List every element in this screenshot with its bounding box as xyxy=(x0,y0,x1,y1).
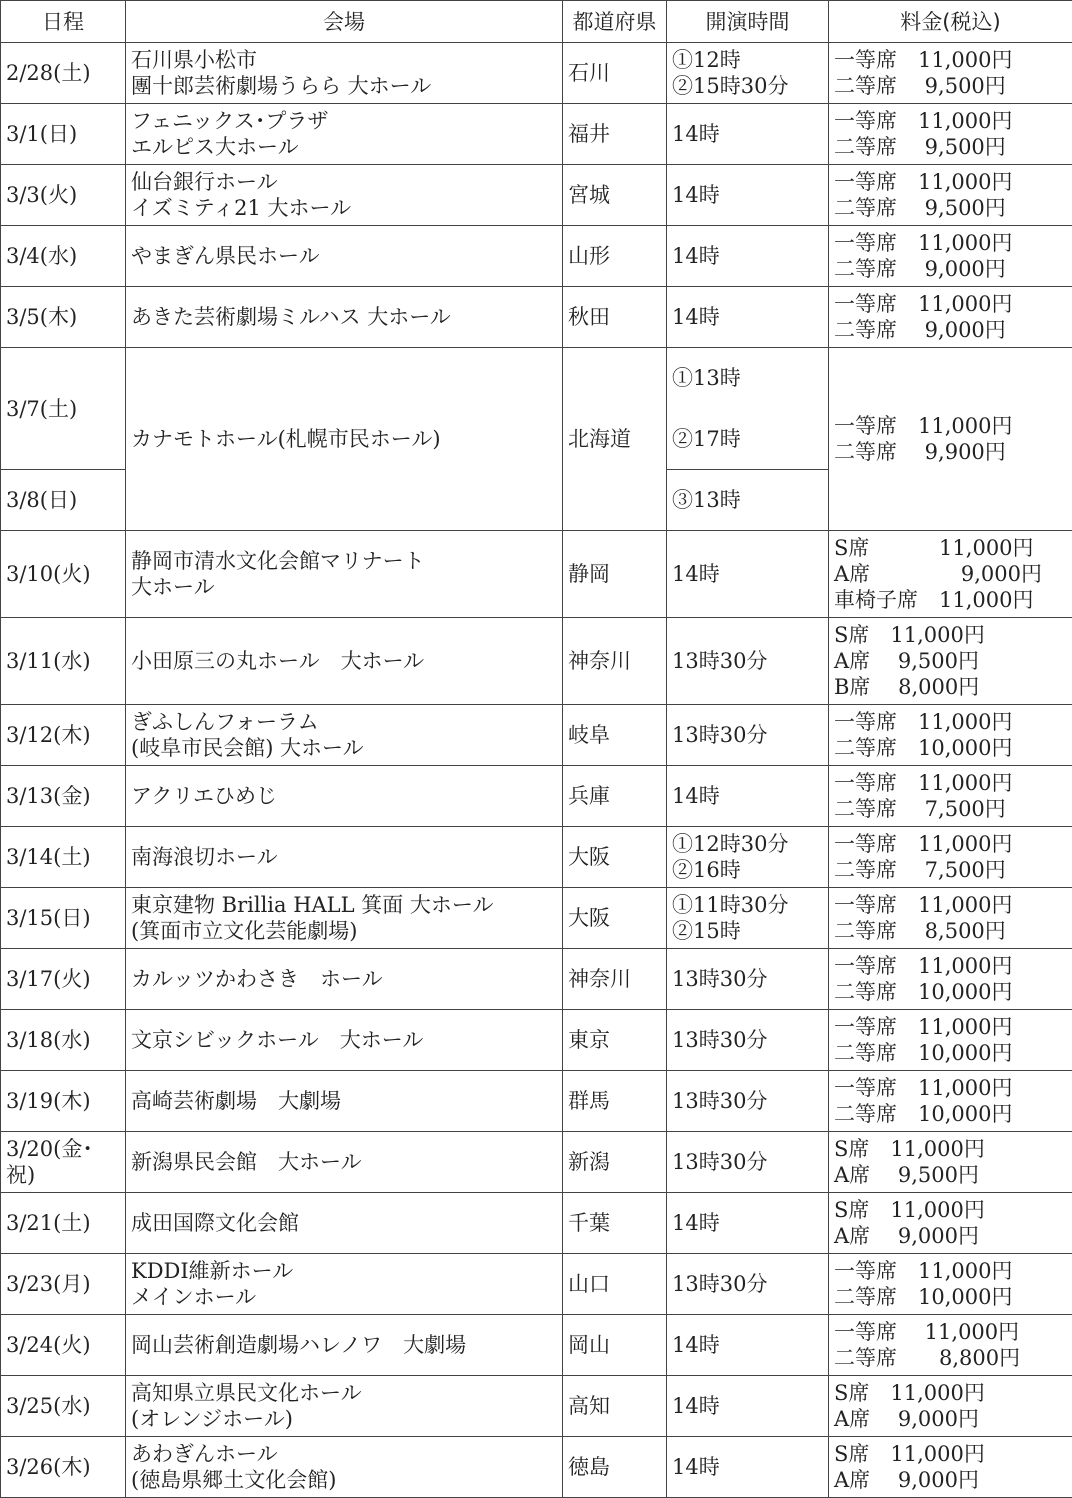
venue-cell xyxy=(126,1071,563,1132)
time-cell xyxy=(667,165,829,226)
price-line: 一等席 11,000円 xyxy=(834,893,1013,917)
time-cell xyxy=(667,531,829,618)
price-line: 二等席 9,500円 xyxy=(834,135,1006,159)
time-line: 13時30分 xyxy=(672,649,768,673)
date-cell xyxy=(1,287,126,348)
date-line: 3/10(火) xyxy=(6,562,91,586)
prefecture-text: 山形 xyxy=(568,244,610,268)
price-line: A席 9,000円 xyxy=(834,562,1042,586)
table-row xyxy=(1,766,1072,827)
prefecture-cell xyxy=(563,226,667,287)
time-line: 14時 xyxy=(672,1455,720,1479)
table-row xyxy=(1,1071,1072,1132)
time-cell xyxy=(667,766,829,827)
time-cell xyxy=(667,43,829,104)
prefecture-text: 宮城 xyxy=(568,183,610,207)
venue-line: (岐阜市民会館) 大ホール xyxy=(131,736,364,760)
venue-cell xyxy=(126,348,563,531)
price-cell xyxy=(829,888,1072,949)
price-line: 二等席 9,500円 xyxy=(834,196,1006,220)
date-cell xyxy=(1,766,126,827)
price-cell xyxy=(829,1254,1072,1315)
time-cell xyxy=(667,470,829,531)
price-line: B席 8,000円 xyxy=(834,675,980,699)
venue-line: メインホール xyxy=(131,1285,257,1309)
venue-cell xyxy=(126,104,563,165)
venue-line: カナモトホール(札幌市民ホール) xyxy=(131,427,441,451)
venue-line: 南海浪切ホール xyxy=(131,845,278,869)
venue-line: カルッツかわさき ホール xyxy=(131,967,383,991)
prefecture-text: 東京 xyxy=(568,1028,610,1052)
time-line: 13時30分 xyxy=(672,967,768,991)
header-start-time: 開演時間 xyxy=(667,1,829,43)
header-prefecture: 都道府県 xyxy=(563,1,667,43)
venue-cell xyxy=(126,226,563,287)
venue-cell xyxy=(126,1315,563,1376)
table-row xyxy=(1,1437,1072,1498)
price-line: 一等席 11,000円 xyxy=(834,1076,1013,1100)
table-row xyxy=(1,1254,1072,1315)
date-cell xyxy=(1,618,126,705)
date-line: 3/3(火) xyxy=(6,183,78,207)
date-line: 3/5(木) xyxy=(6,305,78,329)
price-line: 一等席 11,000円 xyxy=(834,954,1013,978)
time-line: 14時 xyxy=(672,305,720,329)
date-line: 3/12(木) xyxy=(6,723,91,747)
table-row xyxy=(1,531,1072,618)
venue-line: 新潟県民会館 大ホール xyxy=(131,1150,362,1174)
prefecture-text: 山口 xyxy=(568,1272,610,1296)
table-row xyxy=(1,888,1072,949)
time-cell xyxy=(667,949,829,1010)
price-line: 一等席 11,000円 xyxy=(834,710,1013,734)
prefecture-cell xyxy=(563,1254,667,1315)
time-cell xyxy=(667,1315,829,1376)
date-cell xyxy=(1,949,126,1010)
date-cell xyxy=(1,1193,126,1254)
venue-line: 小田原三の丸ホール 大ホール xyxy=(131,649,425,673)
time-line: ①12時 xyxy=(672,48,741,72)
prefecture-text: 福井 xyxy=(568,122,610,146)
header-date: 日程 xyxy=(1,1,126,43)
venue-cell xyxy=(126,1132,563,1193)
price-cell xyxy=(829,104,1072,165)
table-row xyxy=(1,1315,1072,1376)
prefecture-cell xyxy=(563,348,667,531)
time-line: 14時 xyxy=(672,1211,720,1235)
price-line: A席 9,000円 xyxy=(834,1224,979,1248)
date-line: 3/20(金･ xyxy=(6,1137,93,1161)
venue-line: フェニックス･プラザ xyxy=(131,109,329,133)
venue-line: 東京建物 Brillia HALL 箕面 大ホール xyxy=(131,893,494,917)
date-line: 3/13(金) xyxy=(6,784,91,808)
venue-line: (箕面市立文化芸能劇場) xyxy=(131,919,358,943)
venue-cell xyxy=(126,827,563,888)
prefecture-text: 兵庫 xyxy=(568,784,610,808)
price-line: 二等席 9,000円 xyxy=(834,257,1006,281)
price-line: 二等席 10,000円 xyxy=(834,1041,1013,1065)
prefecture-cell xyxy=(563,827,667,888)
price-line: 二等席 10,000円 xyxy=(834,1102,1013,1126)
venue-cell xyxy=(126,287,563,348)
time-cell xyxy=(667,104,829,165)
table-row xyxy=(1,1193,1072,1254)
table-row xyxy=(1,1010,1072,1071)
prefecture-cell xyxy=(563,1315,667,1376)
price-cell xyxy=(829,1071,1072,1132)
table-row xyxy=(1,226,1072,287)
price-cell xyxy=(829,1132,1072,1193)
price-line: 二等席 7,500円 xyxy=(834,858,1006,882)
prefecture-text: 千葉 xyxy=(568,1211,610,1235)
time-line: 14時 xyxy=(672,784,720,808)
price-line: A席 9,500円 xyxy=(834,1163,979,1187)
time-cell xyxy=(667,1376,829,1437)
date-cell xyxy=(1,531,126,618)
date-cell xyxy=(1,43,126,104)
price-line: 一等席 11,000円 xyxy=(834,832,1013,856)
table-row xyxy=(1,827,1072,888)
price-cell xyxy=(829,1315,1072,1376)
price-cell xyxy=(829,766,1072,827)
time-cell xyxy=(667,1010,829,1071)
price-line: 一等席 11,000円 xyxy=(834,771,1013,795)
prefecture-cell xyxy=(563,531,667,618)
venue-line: 静岡市清水文化会館マリナート xyxy=(131,549,425,573)
table-row xyxy=(1,705,1072,766)
prefecture-text: 北海道 xyxy=(568,427,631,451)
prefecture-text: 神奈川 xyxy=(568,649,631,673)
date-cell xyxy=(1,705,126,766)
prefecture-cell xyxy=(563,766,667,827)
table-row xyxy=(1,949,1072,1010)
time-line: 13時30分 xyxy=(672,1028,768,1052)
time-line: ②15時 xyxy=(672,919,741,943)
table-row xyxy=(1,104,1072,165)
date-line: 3/4(水) xyxy=(6,244,78,268)
time-line: ①12時30分 xyxy=(672,832,789,856)
time-cell xyxy=(667,1437,829,1498)
price-line: 二等席 10,000円 xyxy=(834,1285,1013,1309)
table-row xyxy=(1,618,1072,705)
date-cell xyxy=(1,1132,126,1193)
venue-line: 成田国際文化会館 xyxy=(131,1211,299,1235)
time-line: ①11時30分 xyxy=(672,893,789,917)
date-cell xyxy=(1,1254,126,1315)
venue-line: 團十郎芸術劇場うらら 大ホール xyxy=(131,74,432,98)
price-cell xyxy=(829,287,1072,348)
prefecture-text: 大阪 xyxy=(568,845,610,869)
venue-cell xyxy=(126,1193,563,1254)
date-line: 3/26(木) xyxy=(6,1455,91,1479)
prefecture-cell xyxy=(563,43,667,104)
price-cell xyxy=(829,827,1072,888)
header-price: 料金(税込) xyxy=(829,1,1072,43)
time-line: 14時 xyxy=(672,122,720,146)
venue-cell xyxy=(126,705,563,766)
prefecture-text: 静岡 xyxy=(568,562,610,586)
time-line: 14時 xyxy=(672,183,720,207)
price-line: 一等席 11,000円 xyxy=(834,1015,1013,1039)
price-line: 二等席 8,800円 xyxy=(834,1346,1021,1370)
price-cell xyxy=(829,1193,1072,1254)
table-row xyxy=(1,287,1072,348)
price-line: 二等席 9,000円 xyxy=(834,318,1006,342)
price-line: A席 9,000円 xyxy=(834,1468,979,1492)
date-cell xyxy=(1,827,126,888)
venue-line: 高崎芸術劇場 大劇場 xyxy=(131,1089,341,1113)
date-cell xyxy=(1,165,126,226)
venue-line: 高知県立県民文化ホール xyxy=(131,1381,362,1405)
time-line: 13時30分 xyxy=(672,723,768,747)
price-cell xyxy=(829,165,1072,226)
time-cell xyxy=(667,827,829,888)
prefecture-cell xyxy=(563,1071,667,1132)
header-row xyxy=(1,1,1072,43)
venue-line: 大ホール xyxy=(131,575,215,599)
prefecture-cell xyxy=(563,949,667,1010)
date-line: 3/24(火) xyxy=(6,1333,91,1357)
price-line: 二等席 7,500円 xyxy=(834,797,1006,821)
venue-cell xyxy=(126,1010,563,1071)
date-line: 3/1(日) xyxy=(6,122,78,146)
table-row xyxy=(1,348,1072,470)
date-line: 3/23(月) xyxy=(6,1272,91,1296)
prefecture-cell xyxy=(563,104,667,165)
price-line: 二等席 10,000円 xyxy=(834,736,1013,760)
price-line: 一等席 11,000円 xyxy=(834,1259,1013,1283)
prefecture-text: 群馬 xyxy=(568,1089,610,1113)
venue-cell xyxy=(126,888,563,949)
prefecture-text: 大阪 xyxy=(568,906,610,930)
price-line: 二等席 9,500円 xyxy=(834,74,1006,98)
price-line: A席 9,000円 xyxy=(834,1407,979,1431)
time-cell xyxy=(667,1071,829,1132)
date-line: 3/14(土) xyxy=(6,845,91,869)
time-cell xyxy=(667,348,829,470)
time-line: ②15時30分 xyxy=(672,74,789,98)
price-line: 一等席 11,000円 xyxy=(834,48,1013,72)
date-line: 3/19(木) xyxy=(6,1089,91,1113)
venue-line: 仙台銀行ホール xyxy=(131,170,278,194)
prefecture-cell xyxy=(563,1010,667,1071)
price-cell xyxy=(829,949,1072,1010)
header-venue: 会場 xyxy=(126,1,563,43)
price-line: 二等席 10,000円 xyxy=(834,980,1013,1004)
price-cell xyxy=(829,1437,1072,1498)
venue-line: あわぎんホール xyxy=(131,1442,278,1466)
date-cell xyxy=(1,1071,126,1132)
date-line: 3/11(水) xyxy=(6,649,91,673)
date-cell xyxy=(1,1437,126,1498)
venue-line: 文京シビックホール 大ホール xyxy=(131,1028,424,1052)
price-line: 二等席 9,900円 xyxy=(834,440,1006,464)
prefecture-text: 秋田 xyxy=(568,305,610,329)
venue-cell xyxy=(126,1376,563,1437)
time-line: 14時 xyxy=(672,1333,720,1357)
prefecture-cell xyxy=(563,705,667,766)
table-row xyxy=(1,43,1072,104)
venue-line: エルピス大ホール xyxy=(131,135,299,159)
table-row xyxy=(1,1376,1072,1437)
venue-line: 岡山芸術創造劇場ハレノワ 大劇場 xyxy=(131,1333,467,1357)
schedule-body-top xyxy=(1,43,1072,348)
price-line: S席 11,000円 xyxy=(834,536,1034,560)
prefecture-text: 岡山 xyxy=(568,1333,610,1357)
date-cell xyxy=(1,1010,126,1071)
venue-cell xyxy=(126,949,563,1010)
price-line: S席 11,000円 xyxy=(834,1381,985,1405)
price-line: S席 11,000円 xyxy=(834,1442,985,1466)
time-line: ①13時 xyxy=(672,366,741,390)
prefecture-cell xyxy=(563,165,667,226)
venue-line: あきた芸術劇場ミルハス 大ホール xyxy=(131,305,451,329)
price-cell xyxy=(829,1010,1072,1071)
date-line: 3/25(水) xyxy=(6,1394,91,1418)
time-line: 13時30分 xyxy=(672,1150,768,1174)
time-cell xyxy=(667,1132,829,1193)
price-cell xyxy=(829,618,1072,705)
prefecture-cell xyxy=(563,1193,667,1254)
time-cell xyxy=(667,1254,829,1315)
date-line: 3/7(土) xyxy=(6,396,78,421)
date-line: 3/15(日) xyxy=(6,906,91,930)
venue-cell xyxy=(126,43,563,104)
price-line: S席 11,000円 xyxy=(834,1137,985,1161)
date-cell xyxy=(1,470,126,531)
time-cell xyxy=(667,287,829,348)
time-line: 14時 xyxy=(672,1394,720,1418)
venue-cell xyxy=(126,531,563,618)
date-cell xyxy=(1,104,126,165)
time-cell xyxy=(667,1193,829,1254)
venue-line: ぎふしんフォーラム xyxy=(131,710,319,734)
schedule-body-bottom xyxy=(1,531,1072,1498)
date-line: 3/18(水) xyxy=(6,1028,91,1052)
price-line: S席 11,000円 xyxy=(834,1198,985,1222)
price-line: 一等席 11,000円 xyxy=(834,414,1013,438)
price-line: 一等席 11,000円 xyxy=(834,1320,1020,1344)
time-line: ③13時 xyxy=(672,488,741,512)
table-row xyxy=(1,1132,1072,1193)
price-line: A席 9,500円 xyxy=(834,649,979,673)
time-line: 13時30分 xyxy=(672,1272,768,1296)
venue-cell xyxy=(126,1254,563,1315)
price-line: 一等席 11,000円 xyxy=(834,170,1013,194)
sapporo-block xyxy=(1,348,1072,531)
venue-line: KDDI維新ホール xyxy=(131,1259,294,1283)
venue-cell xyxy=(126,766,563,827)
venue-line: (オレンジホール) xyxy=(131,1407,293,1431)
prefecture-cell xyxy=(563,1132,667,1193)
prefecture-text: 神奈川 xyxy=(568,967,631,991)
price-line: 二等席 8,500円 xyxy=(834,919,1006,943)
prefecture-cell xyxy=(563,1376,667,1437)
prefecture-text: 岐阜 xyxy=(568,723,610,747)
time-line: 14時 xyxy=(672,244,720,268)
prefecture-text: 高知 xyxy=(568,1394,610,1418)
date-cell xyxy=(1,348,126,470)
price-cell xyxy=(829,226,1072,287)
venue-line: やまぎん県民ホール xyxy=(131,244,320,268)
price-line: 一等席 11,000円 xyxy=(834,292,1013,316)
price-line: 一等席 11,000円 xyxy=(834,231,1013,255)
prefecture-text: 石川 xyxy=(568,61,610,85)
venue-line: アクリエひめじ xyxy=(131,784,277,808)
time-line: 13時30分 xyxy=(672,1089,768,1113)
venue-line: (徳島県郷土文化会館) xyxy=(131,1468,337,1492)
prefecture-text: 新潟 xyxy=(568,1150,610,1174)
date-line: 3/8(日) xyxy=(6,488,78,512)
prefecture-cell xyxy=(563,287,667,348)
date-cell xyxy=(1,226,126,287)
prefecture-cell xyxy=(563,1437,667,1498)
price-cell xyxy=(829,348,1072,531)
date-line: 3/21(土) xyxy=(6,1211,91,1235)
date-cell xyxy=(1,1376,126,1437)
venue-cell xyxy=(126,618,563,705)
time-line: 14時 xyxy=(672,562,720,586)
time-cell xyxy=(667,618,829,705)
venue-cell xyxy=(126,165,563,226)
price-line: S席 11,000円 xyxy=(834,623,985,647)
price-cell xyxy=(829,705,1072,766)
date-line: 3/17(火) xyxy=(6,967,91,991)
time-cell xyxy=(667,705,829,766)
prefecture-text: 徳島 xyxy=(568,1455,610,1479)
venue-line: 石川県小松市 xyxy=(131,48,257,72)
price-line: 車椅子席 11,000円 xyxy=(834,588,1034,612)
prefecture-cell xyxy=(563,618,667,705)
time-cell xyxy=(667,226,829,287)
price-cell xyxy=(829,43,1072,104)
time-line: ②16時 xyxy=(672,858,741,882)
table-row xyxy=(1,165,1072,226)
price-cell xyxy=(829,1376,1072,1437)
venue-line: イズミティ21 大ホール xyxy=(131,196,352,220)
venue-cell xyxy=(126,1437,563,1498)
date-cell xyxy=(1,1315,126,1376)
prefecture-cell xyxy=(563,888,667,949)
date-line: 祝) xyxy=(6,1163,36,1187)
date-line: 2/28(土) xyxy=(6,61,91,85)
time-cell xyxy=(667,888,829,949)
date-cell xyxy=(1,888,126,949)
price-line: 一等席 11,000円 xyxy=(834,109,1013,133)
price-cell xyxy=(829,531,1072,618)
time-line: ②17時 xyxy=(672,427,741,451)
